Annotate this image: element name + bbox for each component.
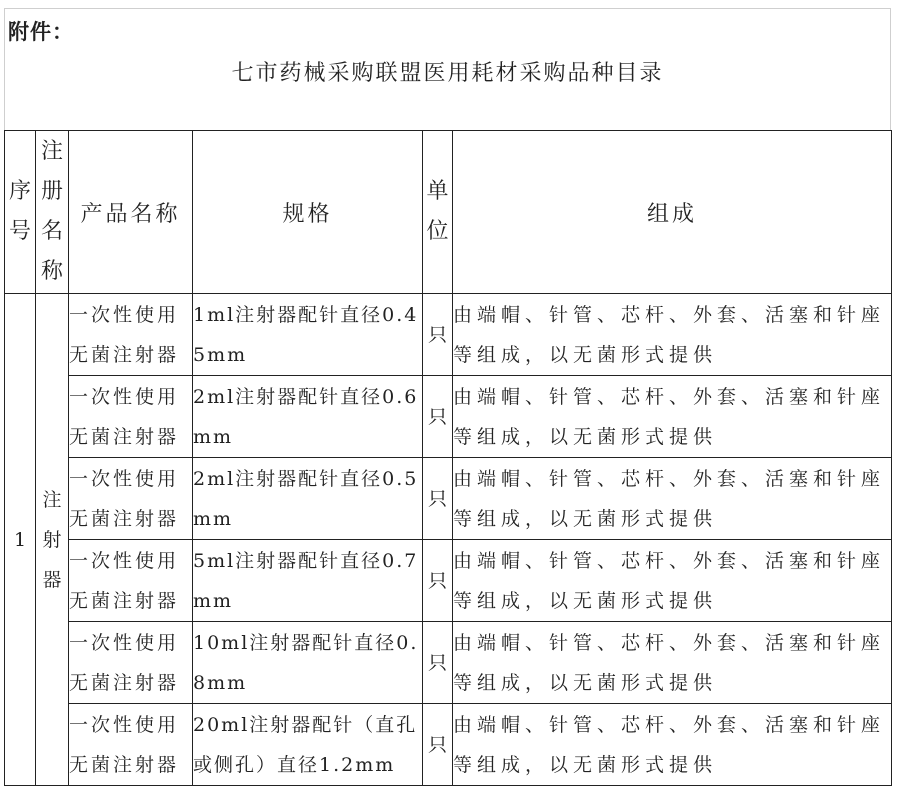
unit-cell: 只: [423, 540, 453, 622]
product-name-cell: 一次性使用无菌注射器: [69, 376, 193, 458]
col-header-unit-char: 单: [426, 179, 449, 204]
unit-cell: 只: [423, 622, 453, 704]
spec-cell: 20ml注射器配针（直孔或侧孔）直径1.2mm: [193, 704, 423, 786]
table-row: [5, 540, 892, 622]
spec-cell: 1ml注射器配针直径0.45mm: [193, 294, 423, 376]
col-header-reg-char: 注: [40, 139, 63, 164]
col-header-unit: [423, 131, 453, 294]
table-row: [5, 294, 892, 376]
spec-cell: 2ml注射器配针直径0.6mm: [193, 376, 423, 458]
col-header-composition: 组成: [453, 131, 892, 294]
spec-cell: 10ml注射器配针直径0.8mm: [193, 622, 423, 704]
col-header-reg-char: 名: [40, 219, 63, 244]
composition-cell: 由端帽、针管、芯杆、外套、活塞和针座等组成，以无菌形式提供: [453, 540, 892, 622]
unit-cell: 只: [423, 458, 453, 540]
spec-cell: 5ml注射器配针直径0.7mm: [193, 540, 423, 622]
product-name-cell: 一次性使用无菌注射器: [69, 294, 193, 376]
col-header-seq-char: 号: [8, 219, 31, 244]
col-header-seq-char: 序: [8, 179, 31, 204]
col-header-reg-name: [36, 131, 69, 294]
group-reg-char: 注: [42, 488, 62, 511]
col-header-seq: [5, 131, 36, 294]
catalog-table: [4, 130, 892, 786]
col-header-reg-char: 称: [40, 259, 63, 284]
group-reg-char: 射: [42, 528, 62, 551]
col-header-spec: 规格: [193, 131, 423, 294]
table-row: [5, 376, 892, 458]
product-name-cell: 一次性使用无菌注射器: [69, 622, 193, 704]
product-name-cell: 一次性使用无菌注射器: [69, 458, 193, 540]
col-header-reg-char: 册: [40, 179, 63, 204]
unit-cell: 只: [423, 704, 453, 786]
unit-cell: 只: [423, 376, 453, 458]
table-row: [5, 704, 892, 786]
composition-cell: 由端帽、针管、芯杆、外套、活塞和针座等组成，以无菌形式提供: [453, 704, 892, 786]
group-reg-char: 器: [42, 568, 62, 591]
table-row: [5, 622, 892, 704]
group-seq-cell: 1: [5, 294, 36, 786]
attachment-label: 附件：: [8, 20, 74, 44]
composition-cell: 由端帽、针管、芯杆、外套、活塞和针座等组成，以无菌形式提供: [453, 294, 892, 376]
col-header-unit-char: 位: [426, 219, 449, 244]
col-header-product-name: 产品名称: [69, 131, 193, 294]
composition-cell: 由端帽、针管、芯杆、外套、活塞和针座等组成，以无菌形式提供: [453, 622, 892, 704]
table-row: [5, 458, 892, 540]
unit-cell: 只: [423, 294, 453, 376]
table-header-row: [5, 131, 892, 294]
group-reg-name-cell: [36, 294, 69, 786]
product-name-cell: 一次性使用无菌注射器: [69, 540, 193, 622]
composition-cell: 由端帽、针管、芯杆、外套、活塞和针座等组成，以无菌形式提供: [453, 376, 892, 458]
document-title: 七市药械采购联盟医用耗材采购品种目录: [231, 61, 664, 86]
product-name-cell: 一次性使用无菌注射器: [69, 704, 193, 786]
composition-cell: 由端帽、针管、芯杆、外套、活塞和针座等组成，以无菌形式提供: [453, 458, 892, 540]
spec-cell: 2ml注射器配针直径0.5mm: [193, 458, 423, 540]
